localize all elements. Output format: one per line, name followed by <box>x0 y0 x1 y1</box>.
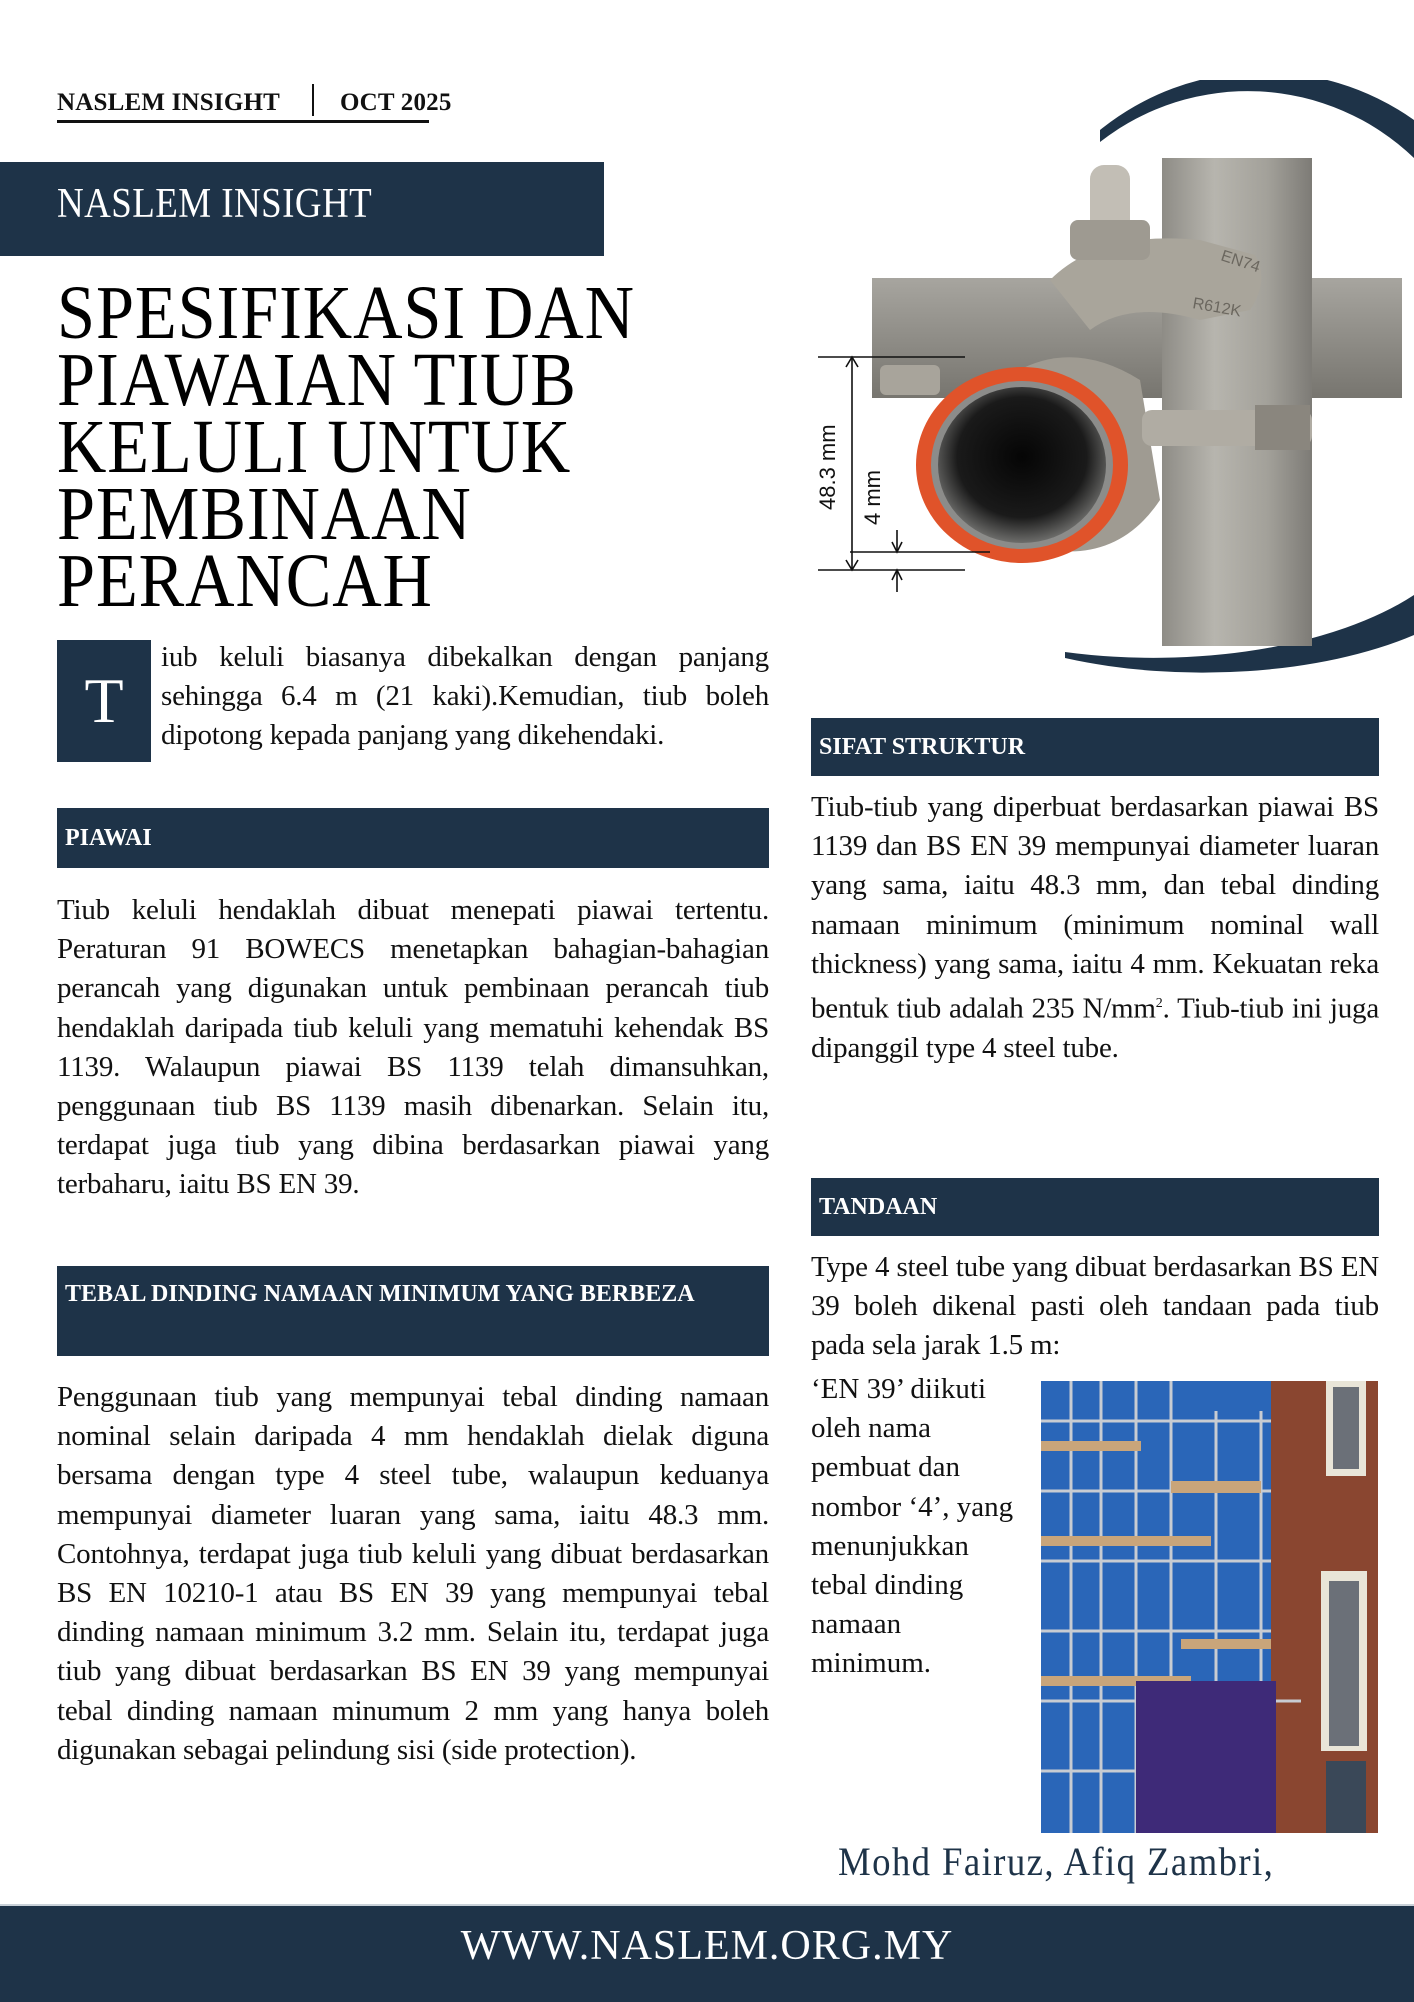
coupler-stamp-top: EN74 <box>1218 247 1263 277</box>
coupler-photo-frame <box>800 80 1414 700</box>
author-credit: Mohd Fairuz, Afiq Zambri, <box>838 1839 1275 1884</box>
footer-bar <box>0 1904 1414 2002</box>
section-body-tebal: Penggunaan tiub yang mempunyai tebal dinding namaan nominal selain daripada 4 mm hendaklah dielak diguna bersama dengan type 4 steel tube, walaupun keduanya mempunyai diameter luaran yang sama, iaitu 48.3 mm. Contohnya, terdapat juga tiub keluli yang dibuat berdasarkan BS EN 10210-1 atau BS EN 39 yang mempunyai tebal dinding namaan minimum 3.2 mm. Selain itu, terdapat juga tiub yang dibuat berdasarkan BS EN 39 yang mempunyai tebal dinding namaan minumum 2 mm yang hanya boleh digunakan sebagai pelindung sisi (side protection). <box>57 1381 769 1766</box>
intro-paragraph <box>57 638 769 762</box>
brand-bar <box>0 162 604 256</box>
header-divider <box>312 84 314 116</box>
dimension-wall-thickness: 4 mm <box>860 470 885 525</box>
section-header-tandaan <box>811 1178 1379 1236</box>
section-header-tebal <box>57 1266 769 1356</box>
section-body-tandaan: Type 4 steel tube yang dibuat berdasarkan BS EN 39 boleh dikenal pasti oleh tandaan pada tiub pada sela jarak 1.5 m: <box>811 1251 1379 1362</box>
vertical-tube <box>1162 158 1312 646</box>
scaffold-photo <box>1041 1381 1378 1833</box>
sifat-text-end: . Tiub-tiub ini juga dipanggil type 4 steel tube. <box>811 992 1379 1064</box>
website-link[interactable]: WWW.NASLEM.ORG.MY <box>460 1923 954 1969</box>
title-line: PIAWAIAN TIUB <box>57 338 577 422</box>
title-line: PEMBINAAN <box>57 472 472 556</box>
brand-bar-title: NASLEM INSIGHT <box>57 181 373 227</box>
title-line: PERANCAH <box>57 539 433 623</box>
section-body-sifat <box>811 788 1379 1068</box>
drop-cap: T <box>57 640 151 762</box>
coupler-stamp-bottom: R612K <box>1191 295 1243 321</box>
issue-date: OCT 2025 <box>340 89 452 116</box>
publication-header <box>57 84 452 117</box>
page-title <box>57 271 635 623</box>
section-title: PIAWAI <box>65 825 152 851</box>
decorative-arc-top <box>1100 80 1414 158</box>
publication-name: NASLEM INSIGHT <box>57 89 280 116</box>
header-underline <box>57 120 429 123</box>
section-header-sifat <box>811 718 1379 776</box>
title-line: SPESIFIKASI DAN <box>57 271 635 355</box>
section-header-piawai <box>57 808 769 868</box>
purple-hoarding <box>1136 1681 1276 1833</box>
section-body-piawai: Tiub keluli hendaklah dibuat menepati piawai tertentu. Peraturan 91 BOWECS menetapkan bahagian-bahagian perancah yang digunakan untuk pembinaan perancah tiub hendaklah daripada tiub keluli yang mematuhi kehendak BS 1139. Walaupun piawai BS 1139 telah dimansuhkan, penggunaan tiub BS 1139 masih dibenarkan. Selain itu, terdapat juga tiub yang dibina berdasarkan piawai yang terbaharu, iaitu BS EN 39. <box>57 894 769 1201</box>
coupler-photo <box>800 80 1414 700</box>
superscript: 2 <box>1155 996 1163 1012</box>
section-title: TANDAAN <box>819 1194 938 1220</box>
sifat-text: Tiub-tiub yang diperbuat berdasarkan piawai BS 1139 dan BS EN 39 mempunyai diameter luaran yang sama, iaitu 48.3 mm, dan tebal dinding namaan minimum (minimum nominal wall thickness) yang sama, iaitu 4 mm. Kekuatan reka bentuk tiub adalah 235 N/mm <box>811 791 1379 1025</box>
section-title: SIFAT STRUKTUR <box>819 734 1026 760</box>
dimension-outer-diameter: 48.3 mm <box>815 424 840 510</box>
section-title: TEBAL DINDING NAMAAN MINIMUM YANG BERBEZA <box>65 1281 695 1307</box>
marking-caption: ‘EN 39’ diikuti oleh nama pembuat dan nombor ‘4’, yang menunjukkan tebal dinding namaan minimum. <box>811 1373 1014 1680</box>
intro-text: iub keluli biasanya dibekalkan dengan panjang sehingga 6.4 m (21 kaki).Kemudian, tiub boleh dipotong kepada panjang yang dikehendaki. <box>161 641 769 752</box>
scaffold-photo-graphic <box>1041 1381 1378 1833</box>
title-line: KELULI UNTUK <box>57 405 572 489</box>
